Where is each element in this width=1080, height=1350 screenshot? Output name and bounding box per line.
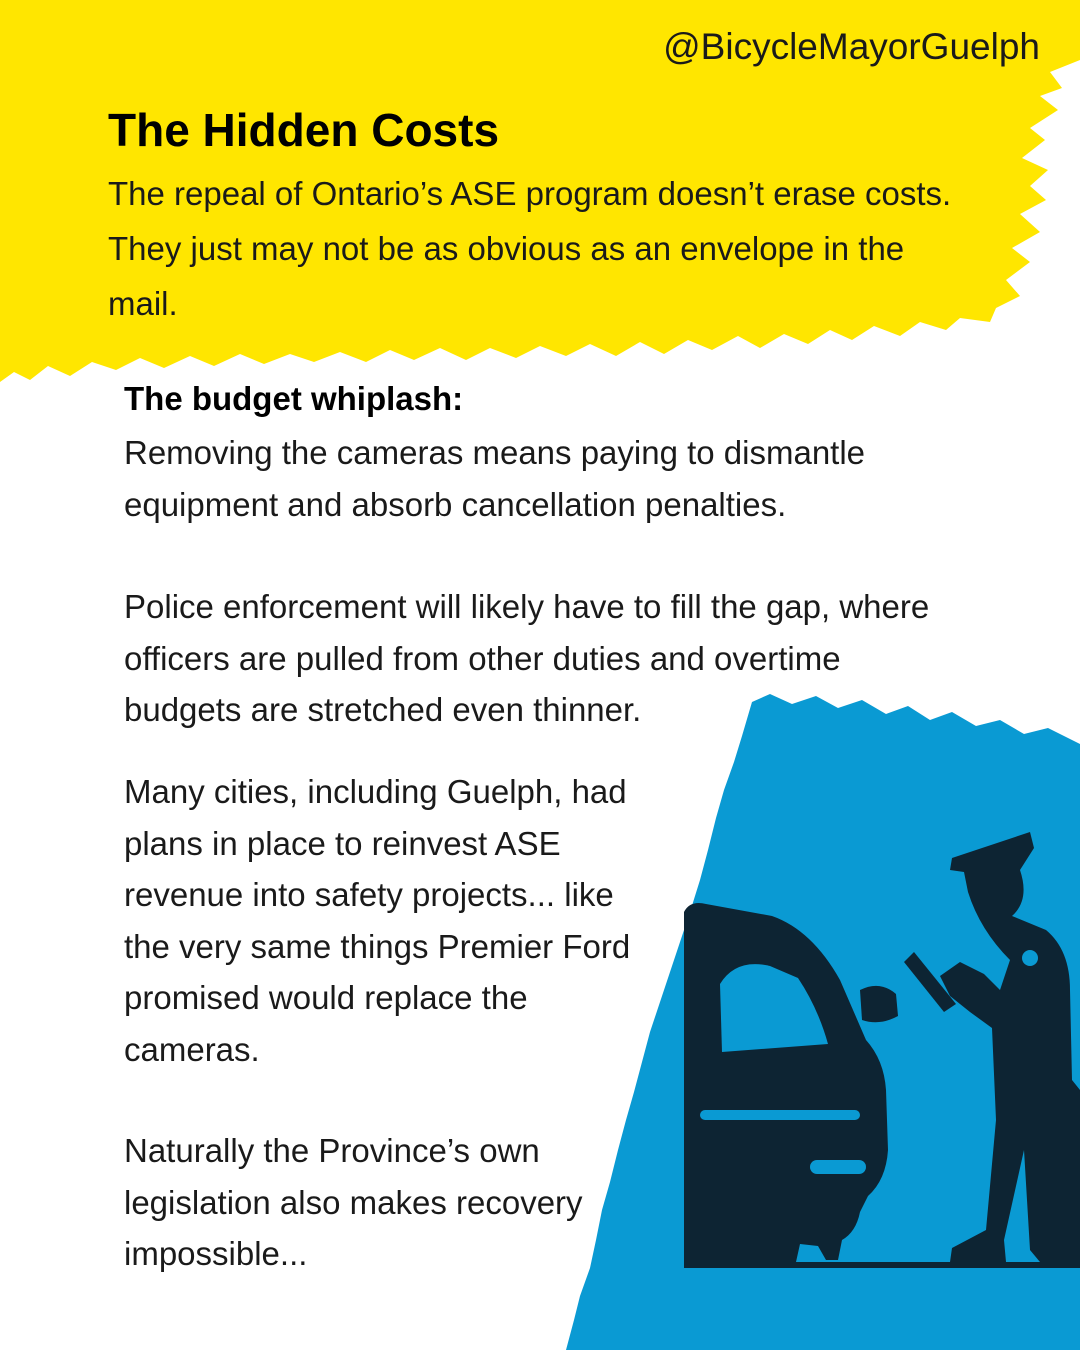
paragraph-dismantle-costs: Removing the cameras means paying to dismantle equipment and absorb cancellation penalties. <box>124 434 866 523</box>
intro-text: The repeal of Ontario’s ASE program doesn’t erase costs. They just may not be as obvious as an envelope in the mail. <box>108 175 952 322</box>
ground-line <box>684 1262 1080 1268</box>
paragraph-reinvest-plans: Many cities, including Guelph, had plans in place to reinvest ASE revenue into safety projects... like the very same things Premier Ford promised would replace the cameras. <box>124 773 631 1068</box>
social-handle: @BicycleMayorGuelph <box>663 26 1040 67</box>
paragraph-province-legislation: Naturally the Province’s own legislation also makes recovery impossible... <box>124 1132 583 1272</box>
section-heading: The budget whiplash: <box>124 380 464 417</box>
paragraph-police-enforcement: Police enforcement will likely have to fill the gap, where officers are pulled from other duties and overtime budgets are stretched even thinner. <box>124 588 930 728</box>
page-title: The Hidden Costs <box>108 104 500 156</box>
